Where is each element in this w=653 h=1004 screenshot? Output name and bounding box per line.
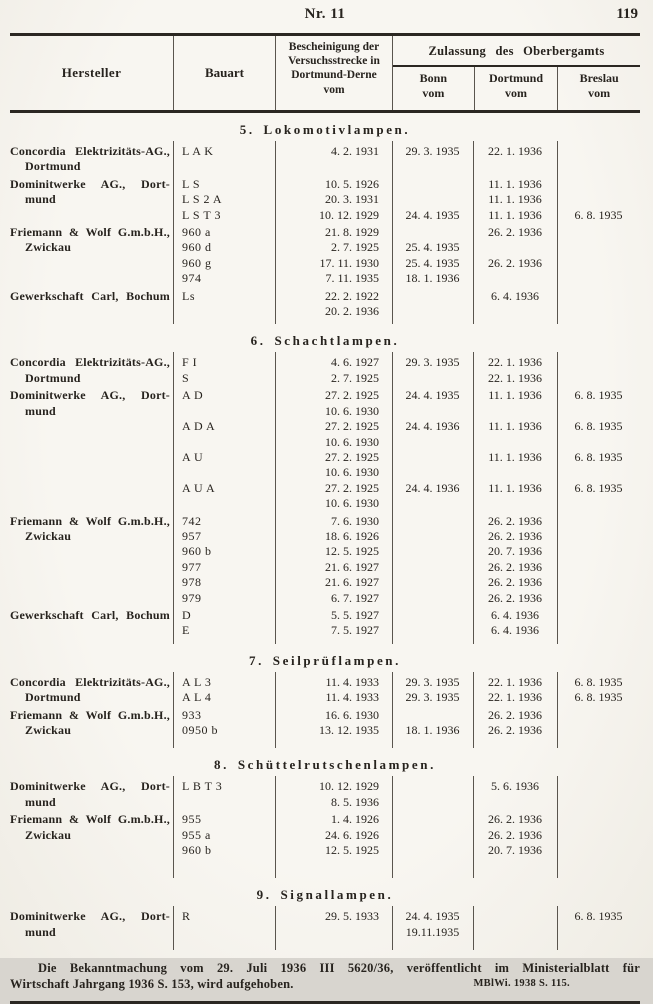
manufacturer-entry [10, 388, 640, 511]
manufacturer-cell: Gewerkschaft Carl, Bochum [10, 288, 170, 303]
bauart-cell: S [182, 370, 190, 385]
section-title: 6. Schachtlampen. [250, 333, 400, 349]
bonn-date-cell [392, 608, 473, 623]
table-row [173, 256, 640, 271]
bescheinigung-date-cell: 7. 5. 1927 [331, 623, 379, 638]
dortmund-date-cell: 26. 2. 1936 [488, 575, 542, 590]
bauart-cell: R [182, 909, 191, 924]
bonn-date-cell [392, 828, 473, 843]
manufacturer-entry [10, 708, 640, 739]
manufacturer-cell: Friemann & Wolf G.m.b.H., Zwickau [10, 707, 170, 737]
dortmund-date-cell: 6. 4. 1936 [491, 607, 539, 622]
column-header-dortmund: Dortmund vom [474, 67, 558, 110]
breslau-date-cell [557, 544, 640, 559]
dortmund-date-cell: 22. 1. 1936 [488, 355, 542, 370]
column-header-bauart: Bauart [173, 36, 275, 110]
manufacturer-cell: Dominitwerke AG., Dort- mund [10, 388, 170, 418]
breslau-date-cell [557, 591, 640, 606]
table-row [173, 371, 640, 386]
table-row [173, 514, 640, 529]
bauart-cell: 960 b [182, 843, 212, 858]
bescheinigung-date-cell: 7. 6. 1930 [331, 513, 379, 528]
bonn-date-cell [392, 708, 473, 723]
bauart-cell: A D A [182, 419, 216, 434]
breslau-date-cell [557, 514, 640, 529]
bescheinigung-date-cell: 10. 12. 1929 [319, 207, 379, 222]
bescheinigung-date-cell: 1. 4. 1926 [331, 812, 379, 827]
bauart-cell: A L 3 [182, 674, 212, 689]
table-row [173, 779, 640, 810]
bauart-cell: 960 d [182, 240, 212, 255]
bauart-cell: A D [182, 388, 204, 403]
column-group-zulassung [392, 36, 640, 110]
section [10, 887, 640, 950]
bonn-date-cell: 29. 3. 1935 [405, 355, 460, 370]
footer-note-line1: Die Bekanntmachung vom 29. Juli 1936 III 5620/36, veröffentlicht im Ministerialblatt für [38, 961, 640, 976]
bauart-cell: L S 2 A [182, 192, 223, 207]
bonn-date-cell [392, 575, 473, 590]
manufacturer-cell: Friemann & Wolf G.m.b.H., Zwickau [10, 513, 170, 543]
manufacturer-entry [10, 144, 640, 175]
manufacturer-cell: Gewerkschaft Carl, Bochum [10, 607, 170, 622]
table-row [173, 690, 640, 705]
bonn-date-cell: 25. 4. 1935 [405, 240, 460, 255]
dortmund-date-cell: 22. 1. 1936 [488, 674, 542, 689]
bescheinigung-date-cell: 11. 4. 1933 [325, 690, 379, 705]
bauart-cell: 978 [182, 575, 202, 590]
bescheinigung-date-cell: 27. 2. 1925 10. 6. 1930 [325, 480, 379, 511]
manufacturer-entry [10, 779, 640, 810]
column-rule [473, 352, 474, 643]
manufacturer-cell: Dominitwerke AG., Dort- mund [10, 779, 170, 809]
table-row [173, 419, 640, 450]
table-row [173, 450, 640, 481]
page-number: 119 [616, 6, 638, 22]
manufacturer-entry [10, 675, 640, 706]
table-row [173, 355, 640, 370]
bonn-date-cell [392, 843, 473, 858]
table-row [173, 289, 640, 320]
column-rule [275, 776, 276, 878]
column-header-breslau: Breslau vom [557, 67, 640, 110]
bonn-date-cell: 25. 4. 1935 [405, 255, 460, 270]
bescheinigung-date-cell: 21. 6. 1927 [325, 559, 379, 574]
breslau-date-cell [557, 144, 640, 159]
dortmund-date-cell: 11. 1. 1936 [488, 192, 542, 207]
breslau-date-cell [557, 371, 640, 386]
column-header-bonn: Bonn vom [419, 71, 448, 100]
breslau-date-cell: 6. 8. 1935 [574, 449, 623, 464]
bauart-cell: A U A [182, 480, 216, 495]
bauart-cell: L S T 3 [182, 207, 221, 222]
dortmund-date-cell: 26. 2. 1936 [488, 225, 542, 240]
bonn-date-cell [392, 192, 473, 207]
bauart-cell: F I [182, 355, 198, 370]
breslau-date-cell: 6. 8. 1935 [574, 480, 623, 495]
column-rule [473, 906, 474, 950]
bonn-date-cell: 18. 1. 1936 [405, 723, 460, 737]
table-row [173, 192, 640, 207]
bonn-date-cell [392, 177, 473, 192]
bonn-date-cell [392, 450, 473, 481]
bescheinigung-date-cell: 24. 6. 1926 [325, 827, 379, 842]
dortmund-date-cell: 26. 2. 1936 [488, 559, 542, 574]
bonn-date-cell [392, 529, 473, 544]
column-rule [173, 352, 174, 643]
breslau-date-cell [557, 271, 640, 286]
manufacturer-entry [10, 355, 640, 386]
section-body [10, 906, 640, 950]
bonn-date-cell [392, 544, 473, 559]
breslau-date-cell [557, 828, 640, 843]
bauart-cell: 979 [182, 590, 202, 605]
table-sections [10, 122, 640, 950]
bauart-cell: 977 [182, 559, 202, 574]
breslau-date-cell [557, 240, 640, 255]
footer-note [10, 960, 640, 992]
bonn-date-cell [392, 225, 473, 240]
dortmund-date-cell: 26. 2. 1936 [488, 528, 542, 543]
dortmund-date-cell: 22. 1. 1936 [488, 144, 542, 158]
manufacturer-entry [10, 225, 640, 287]
manufacturer-cell: Friemann & Wolf G.m.b.H., Zwickau [10, 812, 170, 842]
bescheinigung-date-cell: 2. 7. 1925 [331, 370, 379, 385]
dortmund-date-cell: 26. 2. 1936 [488, 723, 542, 737]
column-rule [173, 906, 174, 950]
bauart-cell: A L 4 [182, 690, 212, 705]
bescheinigung-date-cell: 6. 7. 1927 [331, 590, 379, 605]
breslau-date-cell [557, 289, 640, 320]
manufacturer-cell: Friemann & Wolf G.m.b.H., Zwickau [10, 225, 170, 255]
breslau-date-cell [557, 256, 640, 271]
page-header [10, 6, 640, 30]
dortmund-date-cell: 20. 7. 1936 [488, 843, 542, 858]
table-row [173, 240, 640, 255]
bescheinigung-date-cell: 10. 12. 1929 8. 5. 1936 [319, 779, 379, 809]
bauart-cell: L A K [182, 144, 214, 158]
manufacturer-cell: Concordia Elektrizitäts-AG., Dortmund [10, 355, 170, 385]
dortmund-date-cell: 6. 4. 1936 [491, 623, 539, 638]
manufacturer-entry [10, 909, 640, 940]
manufacturer-entry [10, 812, 640, 858]
section-title: 7. Seilprüflampen. [248, 652, 401, 668]
section-body [10, 141, 640, 324]
bescheinigung-date-cell: 17. 11. 1930 [319, 255, 379, 270]
table-row [173, 591, 640, 606]
bauart-cell: 957 [182, 528, 202, 543]
bauart-cell: 955 a [182, 827, 211, 842]
table-row [173, 708, 640, 723]
dortmund-date-cell [473, 240, 557, 255]
column-rule [392, 141, 393, 324]
table-row [173, 843, 640, 858]
column-rule [392, 672, 393, 749]
section [10, 333, 640, 643]
dortmund-date-cell: 26. 2. 1936 [488, 707, 542, 722]
table-row [173, 225, 640, 240]
table-row [173, 828, 640, 843]
table-row [173, 623, 640, 638]
bonn-date-cell [392, 289, 473, 320]
table-header [10, 33, 640, 113]
dortmund-date-cell: 26. 2. 1936 [488, 590, 542, 605]
manufacturer-entry [10, 514, 640, 606]
bonn-date-cell: 29. 3. 1935 [405, 674, 460, 689]
table-row [173, 723, 640, 738]
table-row [173, 144, 640, 159]
dortmund-date-cell: 11. 1. 1936 [488, 480, 542, 495]
section-title: 8. Schüttelrutschenlampen. [214, 757, 436, 773]
bonn-date-cell: 24. 4. 1935 19.11.1935 [405, 909, 460, 939]
breslau-date-cell: 6. 8. 1935 [574, 674, 623, 689]
bescheinigung-date-cell: 27. 2. 1925 10. 6. 1930 [325, 388, 379, 418]
breslau-date-cell [557, 723, 640, 738]
breslau-date-cell [557, 529, 640, 544]
bescheinigung-date-cell: 2. 7. 1925 [331, 240, 379, 255]
column-rule [173, 141, 174, 324]
bonn-date-cell: 24. 4. 1935 [405, 388, 460, 403]
manufacturer-entry [10, 289, 640, 320]
breslau-date-cell [557, 708, 640, 723]
bauart-cell: A U [182, 449, 204, 464]
column-rule [392, 352, 393, 643]
column-rule [173, 776, 174, 878]
breslau-date-cell [557, 192, 640, 207]
table-row [173, 177, 640, 192]
breslau-date-cell [557, 812, 640, 827]
table-row [173, 608, 640, 623]
bonn-date-cell: 18. 1. 1936 [405, 271, 460, 286]
bescheinigung-date-cell: 21. 6. 1927 [325, 575, 379, 590]
dortmund-date-cell: 26. 2. 1936 [488, 812, 542, 827]
manufacturer-entry [10, 608, 640, 639]
bonn-date-cell [392, 623, 473, 638]
bauart-cell: L B T 3 [182, 779, 223, 794]
bescheinigung-date-cell: 22. 2. 1922 20. 2. 1936 [325, 288, 379, 319]
bauart-cell: D [182, 607, 192, 622]
table-row [173, 575, 640, 590]
bonn-date-cell [392, 779, 473, 810]
breslau-date-cell [557, 623, 640, 638]
dortmund-date-cell: 5. 6. 1936 [491, 779, 539, 794]
table-row [173, 560, 640, 575]
breslau-date-cell [557, 608, 640, 623]
bonn-date-cell [392, 812, 473, 827]
bescheinigung-date-cell: 27. 2. 1925 10. 6. 1930 [325, 419, 379, 449]
bonn-date-cell: 29. 3. 1935 [405, 690, 460, 705]
section-body [10, 352, 640, 643]
column-rule [275, 352, 276, 643]
source-citation: MBlWi. 1938 S. 115. [473, 978, 570, 990]
dortmund-date-cell: 11. 1. 1936 [488, 419, 542, 434]
breslau-date-cell [557, 225, 640, 240]
dortmund-date-cell: 6. 4. 1936 [491, 288, 539, 303]
column-header-hersteller: Hersteller [61, 65, 122, 80]
section [10, 757, 640, 878]
column-group-zulassung-label: Zulassung des Oberbergamts [393, 36, 640, 67]
bauart-cell: 955 [182, 812, 202, 827]
manufacturer-entry [10, 177, 640, 223]
bescheinigung-date-cell: 29. 5. 1933 [325, 909, 379, 924]
bonn-date-cell: 29. 3. 1935 [405, 144, 460, 158]
breslau-date-cell: 6. 8. 1935 [574, 419, 623, 434]
bonn-date-cell: 24. 4. 1936 [405, 480, 460, 495]
breslau-date-cell [557, 575, 640, 590]
section-body [10, 776, 640, 878]
bauart-cell: L S [182, 176, 201, 191]
bonn-date-cell [392, 591, 473, 606]
bescheinigung-date-cell: 12. 5. 1925 [325, 843, 379, 858]
bonn-date-cell [392, 371, 473, 386]
bescheinigung-date-cell: 12. 5. 1925 [325, 544, 379, 559]
breslau-date-cell [557, 355, 640, 370]
column-rule [275, 672, 276, 749]
manufacturer-cell: Concordia Elektrizitäts-AG., Dortmund [10, 674, 170, 705]
bescheinigung-date-cell: 5. 5. 1927 [331, 607, 379, 622]
dortmund-date-cell [473, 271, 557, 286]
column-rule [473, 776, 474, 878]
table-row [173, 544, 640, 559]
dortmund-date-cell: 26. 2. 1936 [488, 255, 542, 270]
dortmund-date-cell: 20. 7. 1936 [488, 544, 542, 559]
breslau-date-cell: 6. 8. 1935 [574, 388, 623, 403]
issue-number: Nr. 11 [304, 6, 346, 22]
table-row [173, 271, 640, 286]
bauart-cell: Ls [182, 288, 195, 303]
bescheinigung-date-cell: 27. 2. 1925 10. 6. 1930 [325, 449, 379, 480]
section [10, 653, 640, 749]
column-header-bescheinigung: Bescheinigung der Versuchsstrecke in Dortmund-Derne vom [275, 36, 392, 110]
breslau-date-cell [557, 177, 640, 192]
bonn-date-cell [392, 560, 473, 575]
table-row [173, 812, 640, 827]
bescheinigung-date-cell: 13. 12. 1935 [319, 723, 379, 737]
bescheinigung-date-cell: 4. 2. 1931 [331, 144, 379, 158]
footer-note-line2: Wirtschaft Jahrgang 1936 S. 153, wird aufgehoben. MBlWi. 1938 S. 115. [10, 977, 570, 992]
column-rule [392, 776, 393, 878]
manufacturer-cell: Dominitwerke AG., Dort- mund [10, 176, 170, 207]
column-rule [473, 141, 474, 324]
section-title: 5. Lokomotivlampen. [239, 122, 411, 137]
breslau-date-cell: 6. 8. 1935 [574, 909, 623, 924]
column-rule [557, 906, 558, 950]
dortmund-date-cell: 11. 1. 1936 [488, 176, 542, 191]
column-rule [557, 776, 558, 878]
dortmund-date-cell: 22. 1. 1936 [488, 690, 542, 705]
table-row [173, 909, 640, 940]
bonn-date-cell [392, 514, 473, 529]
table-row [173, 481, 640, 512]
dortmund-date-cell: 26. 2. 1936 [488, 513, 542, 528]
bonn-date-cell: 24. 4. 1936 [405, 419, 460, 434]
breslau-date-cell [557, 560, 640, 575]
bescheinigung-date-cell: 7. 11. 1935 [325, 271, 379, 286]
column-rule [557, 352, 558, 643]
bescheinigung-date-cell: 4. 6. 1927 [331, 355, 379, 370]
section [10, 122, 640, 324]
bauart-cell: 974 [182, 271, 202, 286]
table-row [173, 675, 640, 690]
dortmund-date-cell [473, 909, 557, 940]
bauart-cell: 960 b [182, 544, 212, 559]
column-rule [557, 141, 558, 324]
bescheinigung-date-cell: 16. 6. 1930 [325, 707, 379, 722]
dortmund-date-cell: 22. 1. 1936 [488, 370, 542, 385]
dortmund-date-cell: 11. 1. 1936 [488, 207, 542, 222]
bonn-date-cell: 24. 4. 1935 [405, 207, 460, 222]
bescheinigung-date-cell: 20. 3. 1931 [325, 192, 379, 207]
table-row [173, 388, 640, 419]
breslau-date-cell [557, 843, 640, 858]
bauart-cell: 960 g [182, 255, 212, 270]
column-rule [392, 906, 393, 950]
table-row [173, 208, 640, 223]
table-row [173, 529, 640, 544]
bescheinigung-date-cell: 21. 8. 1929 [325, 225, 379, 240]
bauart-cell: 742 [182, 513, 202, 528]
bauart-cell: E [182, 623, 190, 638]
section-body [10, 672, 640, 749]
bescheinigung-date-cell: 10. 5. 1926 [325, 176, 379, 191]
breslau-date-cell: 6. 8. 1935 [574, 207, 623, 222]
manufacturer-cell: Dominitwerke AG., Dort- mund [10, 909, 170, 939]
dortmund-date-cell: 26. 2. 1936 [488, 827, 542, 842]
bescheinigung-date-cell: 18. 6. 1926 [325, 528, 379, 543]
breslau-date-cell: 6. 8. 1935 [574, 690, 623, 705]
bauart-cell: 933 [182, 707, 202, 722]
breslau-date-cell [557, 779, 640, 810]
column-rule [275, 906, 276, 950]
column-rule [173, 672, 174, 749]
dortmund-date-cell: 11. 1. 1936 [488, 388, 542, 403]
column-rule [275, 141, 276, 324]
dortmund-date-cell: 11. 1. 1936 [488, 449, 542, 464]
manufacturer-cell: Concordia Elektrizitäts-AG., Dortmund [10, 144, 170, 174]
bauart-cell: 0950 b [182, 723, 218, 737]
bescheinigung-date-cell: 11. 4. 1933 [325, 674, 379, 689]
section-title: 9. Signallampen. [256, 887, 394, 903]
column-rule [557, 672, 558, 749]
column-rule [473, 672, 474, 749]
bauart-cell: 960 a [182, 225, 211, 240]
